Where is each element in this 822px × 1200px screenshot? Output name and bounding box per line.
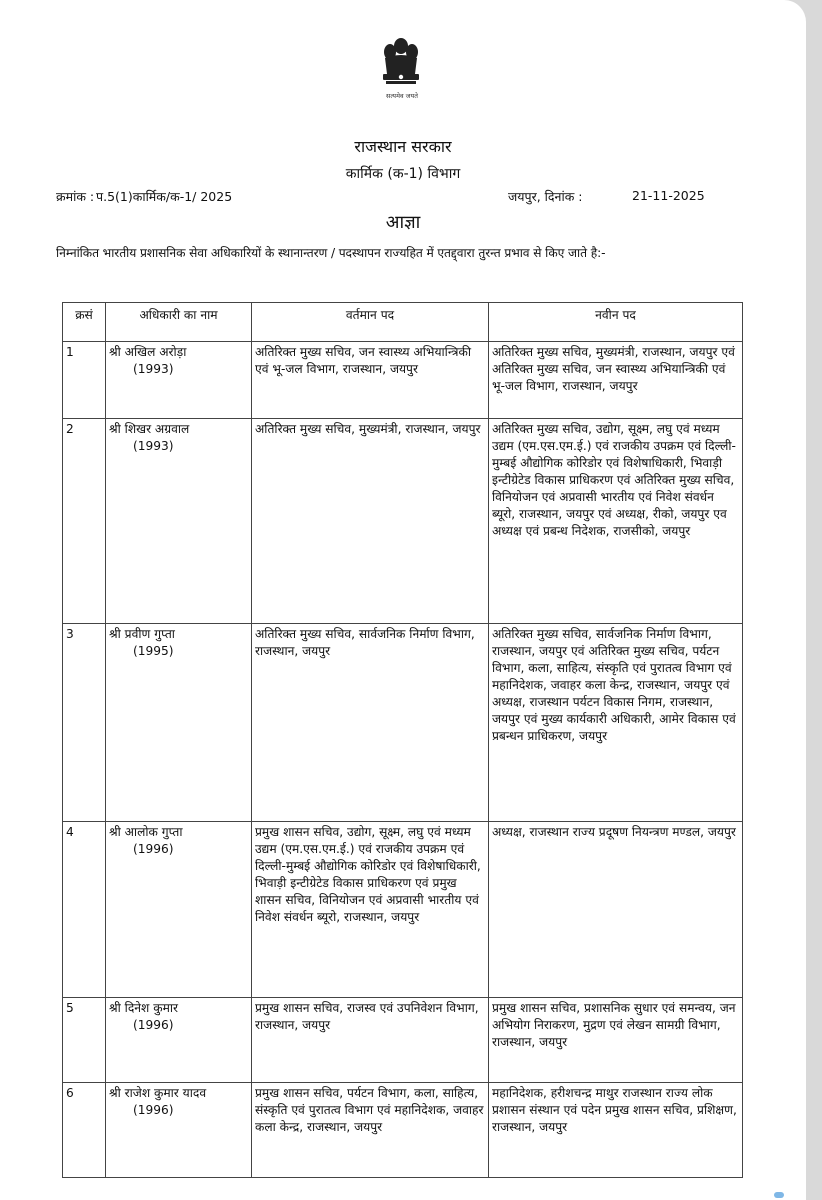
- row-new-post: महानिदेशक, हरीशचन्द्र माथुर राजस्थान राज्य लोक प्रशासन संस्थान एवं पदेन प्रमुख शासन सचिव, प्रशिक्षण, राजस्थान, जयपुर: [489, 1083, 743, 1178]
- officer-name: श्री प्रवीण गुप्ता: [109, 627, 175, 641]
- table-row: [63, 419, 743, 624]
- row-new-post: अतिरिक्त मुख्य सचिव, सार्वजनिक निर्माण विभाग, राजस्थान, जयपुर एवं अतिरिक्त मुख्य सचिव, पर्यटन विभाग, कला, साहित्य, संस्कृति एवं पुरातत्व विभाग एवं महानिदेशक, जवाहर कला केन्द्र, राजस्थान, जयपुर एवं अध्यक्ष, राजस्थान पर्यटन विकास निगम, राजस्थान, जयपुर एवं मुख्य कार्यकारी अधिकारी, आमेर विकास एवं प्रबन्धन प्राधिकरण, जयपुर: [489, 624, 743, 822]
- batch-year: (1995): [133, 644, 174, 658]
- table-row: [63, 624, 743, 822]
- row-serial: 6: [63, 1083, 106, 1178]
- row-officer: [106, 998, 252, 1083]
- emblem-motto: सत्यमेव जयते: [386, 92, 418, 100]
- date-value: 21-11-2025: [632, 188, 705, 203]
- row-serial: 1: [63, 342, 106, 419]
- ref-label: क्रमांक :: [56, 189, 95, 204]
- table-header-row: [63, 303, 743, 342]
- row-officer: [106, 624, 252, 822]
- table-row: [63, 998, 743, 1083]
- officer-name: श्री शिखर अग्रवाल: [109, 422, 190, 436]
- row-officer: [106, 1083, 252, 1178]
- ref-number: प.5(1)कार्मिक/क-1/ 2025: [96, 189, 233, 204]
- order-intro: निम्नांकित भारतीय प्रशासनिक सेवा अधिकारियों के स्थानान्तरण / पदस्थापन राज्यहित में एतद्द्वारा तुरन्त प्रभाव से किए जाते है:-: [56, 246, 606, 260]
- batch-year: (1996): [133, 842, 174, 856]
- officer-name: श्री आलोक गुप्ता: [109, 825, 183, 839]
- officer-name: श्री अखिल अरोड़ा: [109, 345, 187, 359]
- header-current-post: वर्तमान पद: [252, 303, 489, 342]
- officer-name: श्री राजेश कुमार यादव: [109, 1086, 207, 1100]
- row-current-post: प्रमुख शासन सचिव, राजस्व एवं उपनिवेशन विभाग, राजस्थान, जयपुर: [252, 998, 489, 1083]
- row-officer: [106, 822, 252, 998]
- row-new-post: अध्यक्ष, राजस्थान राज्य प्रदूषण नियन्त्रण मण्डल, जयपुर: [489, 822, 743, 998]
- row-current-post: अतिरिक्त मुख्य सचिव, सार्वजनिक निर्माण विभाग, राजस्थान, जयपुर: [252, 624, 489, 822]
- row-officer: [106, 419, 252, 624]
- order-title: आज्ञा: [385, 212, 421, 233]
- batch-year: (1996): [133, 1103, 174, 1117]
- row-current-post: प्रमुख शासन सचिव, उद्योग, सूक्ष्म, लघु एवं मध्यम उद्यम (एम.एस.एम.ई.) एवं राजकीय उपक्रम एवं दिल्ली-मुम्बई औद्योगिक कोरिडोर एवं विशेषाधिकारी, भिवाड़ी इन्टीग्रेटेड विकास प्राधिकरण एवं प्रमुख शासन सचिव, विनियोजन एवं अप्रवासी भारतीय एवं निवेश संवर्धन ब्यूरो, राजस्थान, जयपुर: [252, 822, 489, 998]
- row-officer: [106, 342, 252, 419]
- batch-year: (1993): [133, 439, 174, 453]
- header-serial: क्रसं: [63, 303, 106, 342]
- table-row: [63, 1083, 743, 1178]
- row-serial: 5: [63, 998, 106, 1083]
- header-new-post: नवीन पद: [489, 303, 743, 342]
- table-row: [63, 342, 743, 419]
- row-current-post: प्रमुख शासन सचिव, पर्यटन विभाग, कला, साहित्य, संस्कृति एवं पुरातत्व विभाग एवं महानिदेशक, जवाहर कला केन्द्र, राजस्थान, जयपुर: [252, 1083, 489, 1178]
- scroll-indicator[interactable]: [774, 1192, 784, 1198]
- date-label: जयपुर, दिनांक :: [508, 189, 583, 204]
- row-serial: 3: [63, 624, 106, 822]
- row-new-post: प्रमुख शासन सचिव, प्रशासनिक सुधार एवं समन्वय, जन अभियोग निराकरण, मुद्रण एवं लेखन सामग्री विभाग, राजस्थान, जयपुर: [489, 998, 743, 1083]
- row-new-post: अतिरिक्त मुख्य सचिव, उद्योग, सूक्ष्म, लघु एवं मध्यम उद्यम (एम.एस.एम.ई.) एवं राजकीय उपक्रम एवं दिल्ली-मुम्बई औद्योगिक कोरिडोर एवं विशेषाधिकारी, भिवाड़ी इन्टीग्रेटेड विकास प्राधिकरण एवं अतिरिक्त मुख्य सचिव, विनियोजन एवं अप्रवासी भारतीय एवं निवेश संवर्धन ब्यूरो, राजस्थान, जयपुर एवं अध्यक्ष, रीको, जयपुर एव अध्यक्ष एवं प्रबन्ध निदेशक, राजसीको, जयपुर: [489, 419, 743, 624]
- batch-year: (1993): [133, 362, 174, 376]
- department-name: कार्मिक (क-1) विभाग: [345, 166, 461, 182]
- row-serial: 2: [63, 419, 106, 624]
- row-current-post: अतिरिक्त मुख्य सचिव, जन स्वास्थ्य अभियान्त्रिकी एवं भू-जल विभाग, राजस्थान, जयपुर: [252, 342, 489, 419]
- transfer-table: [62, 302, 743, 1178]
- government-name: राजस्थान सरकार: [354, 137, 452, 156]
- table-row: [63, 822, 743, 998]
- row-new-post: अतिरिक्त मुख्य सचिव, मुख्यमंत्री, राजस्थान, जयपुर एवं अतिरिक्त मुख्य सचिव, जन स्वास्थ्य अभियान्त्रिकी एवं भू-जल विभाग, राजस्थान, जयपुर: [489, 342, 743, 419]
- header-officer-name: अधिकारी का नाम: [106, 303, 252, 342]
- officer-name: श्री दिनेश कुमार: [109, 1001, 179, 1015]
- row-serial: 4: [63, 822, 106, 998]
- batch-year: (1996): [133, 1018, 174, 1032]
- row-current-post: अतिरिक्त मुख्य सचिव, मुख्यमंत्री, राजस्थान, जयपुर: [252, 419, 489, 624]
